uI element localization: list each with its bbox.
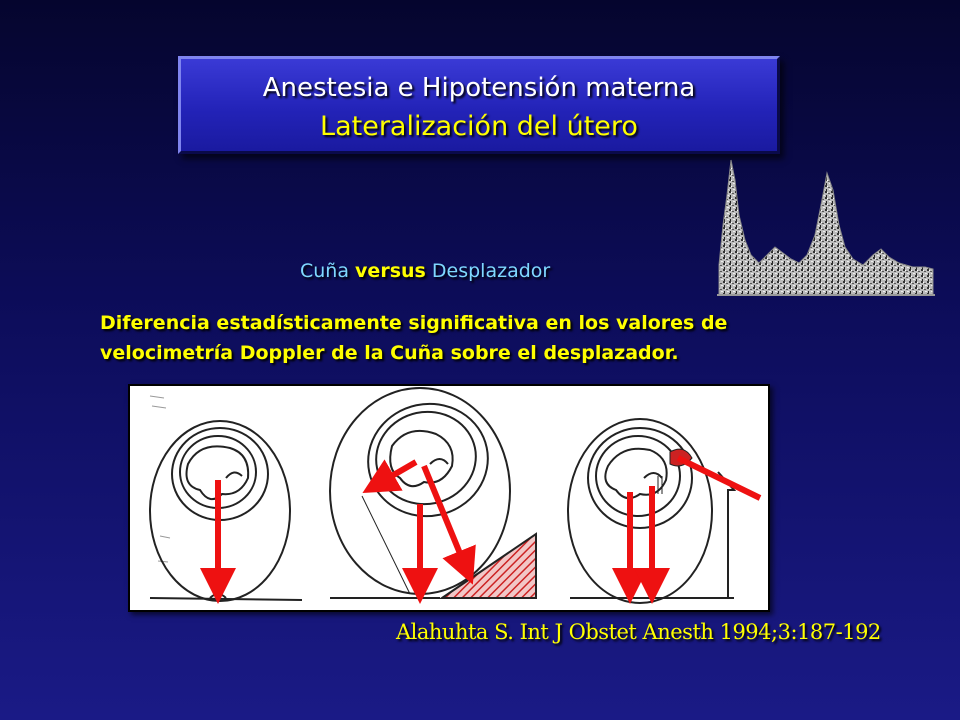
arrow-wedge-up: [378, 462, 416, 484]
doppler-waveform-image: [717, 155, 935, 300]
slide-subtitle-heading: Lateralización del útero: [320, 111, 638, 142]
citation: Alahuhta S. Int J Obstet Anesth 1994;3:187-192: [396, 620, 881, 644]
finding-line-1: Diferencia estadísticamente significativa en los valores de: [100, 312, 728, 334]
slide-title: Anestesia e Hipotensión materna: [262, 73, 696, 103]
lateralization-figure: [128, 384, 770, 612]
comparison-label-displacer: Desplazador: [431, 260, 551, 282]
panel-supine: [150, 421, 302, 601]
comparison-label-versus: versus: [355, 260, 426, 282]
lateralization-figure-drawing: [130, 386, 768, 610]
finding-line-2: velocimetría Doppler de la Cuña sobre el desplazador.: [100, 342, 679, 364]
title-box: [178, 56, 780, 154]
finding-paragraph: [100, 308, 860, 368]
comparison-label-wedge: Cuña: [300, 260, 349, 282]
comparison-label: [300, 260, 550, 282]
